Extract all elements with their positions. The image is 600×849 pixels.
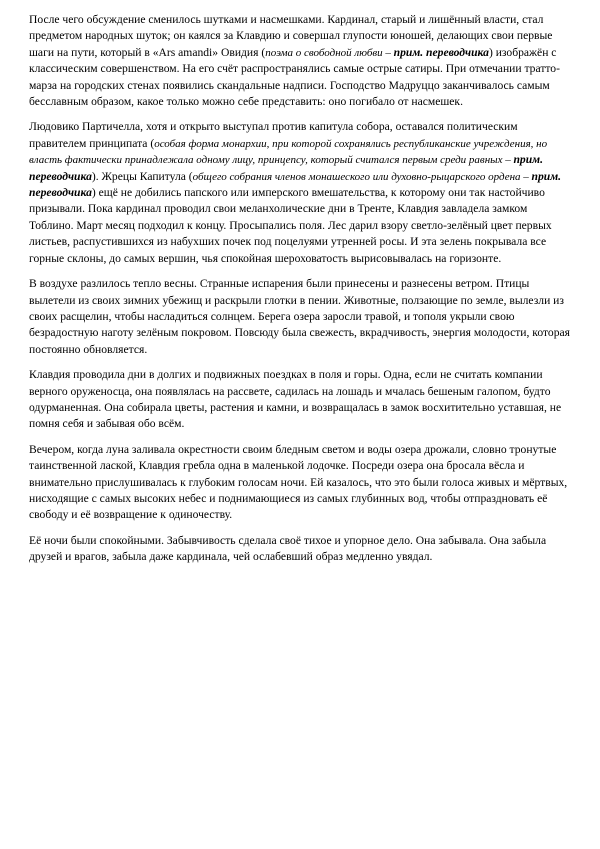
paragraph-3 xyxy=(29,276,573,358)
text-run: Её ночи были спокойными. Забывчивость сделала своё тихое и упорное дело. Она забывала. Она забыла друзей и врагов, забыла даже кардинала, чей ослабевший образ медленно увядал. xyxy=(29,533,547,564)
text-run: После чего обсуждение сменилось шутками и насмешками. Кардинал, старый и лишённый власти, стал предметом народных шуток; он каялся за Клавдию и совершал глупости юношей, делающих свои первые шаги на пути, который в «Ars amandi» Овидия ( xyxy=(29,13,553,59)
translator-note: общего собрания членов монашеского или духовно-рыцарского ордена – xyxy=(192,170,532,183)
translator-tag: прим. переводчика xyxy=(393,45,489,59)
text-run: ) изображён с классическим совершенством. На его счёт распространялись самые острые сатиры. При отмечании тратто-марза на городских стенах появились скандальные надписи. Господство Мадруццо заканчивалось самым бесславным образом, какое только можно себе представить: оно погибало от насмешек. xyxy=(29,45,560,109)
text-run: Людовико Партичелла, хотя и открыто выступал против капитула собора, оставался политическим правителем принципата ( xyxy=(29,120,518,150)
paragraph-1 xyxy=(29,12,573,110)
paragraph-4 xyxy=(29,367,573,433)
text-run: ). Жрецы Капитула ( xyxy=(91,169,193,183)
translator-tag: прим. переводчика xyxy=(29,153,544,183)
text-run: Вечером, когда луна заливала окрестности своим бледным светом и воды озера дрожали, словно тронутые таинственной лаской, Клавдия гребла одна в маленькой лодочке. Посреди озера она бросала вёсла и внимательно прислушивалась к глубоким голосам ночи. Ей казалось, что это были голоса живых и мёртвых, нисходящие с самых высоких небес и поднимающиеся из самых глубинных вод, чтобы отпраздновать её свободу и её возвращение к одиночеству. xyxy=(29,442,568,522)
paragraph-6 xyxy=(29,533,573,566)
paragraph-5 xyxy=(29,442,573,524)
text-run: В воздухе разлилось тепло весны. Странные испарения были принесены и разнесены ветром. Птицы вылетели из своих зимних убежищ и раскрыли глотки в пении. Животные, ползающие по земле, вылезли из своих расщелин, чтобы насладиться солнцем. Берега озера заросли травой, и тополя укрыли свою безрадостную наготу зелёным покровом. Повсюду была свежесть, вкрадчивость, энергия молодости, которая постоянно обновляется. xyxy=(29,277,570,356)
text-run: ) ещё не добились папского или имперского вмешательства, к которому они так настойчиво призывали. Пока кардинал проводил свои меланхолические дни в Тренте, Клавдия завладела замком Тоблино. Март месяц подходил к концу. Просыпались поля. Лес дарил взору светло-зелёный цвет первых листьев, распустившихся из набухших почек под поцелуями утренней росы. И эта зелень покрывала все горные склоны, до самых вершин, чья спокойная шероховатость вырисовывалась на горизонте. xyxy=(29,186,552,265)
translator-note: поэма о свободной любви – xyxy=(265,46,394,59)
paragraph-2 xyxy=(29,119,573,267)
document-page xyxy=(29,12,573,575)
text-run: Клавдия проводила дни в долгих и подвижных поездках в поля и горы. Одна, если не считать компании верного оруженосца, она появлялась на рассвете, садилась на лошадь и мчалась бешеным галопом, будто одурманенная. Она собирала цветы, растения и камни, и возвращалась в замок восхитительно уставшая, не помня себя и забывая обо всём. xyxy=(29,368,562,431)
translator-note: особая форма монархии, при которой сохранялись республиканские учреждения, но власть фактически принадлежала одному лицу, принцепсу, который считался первым среди равных – xyxy=(29,137,548,167)
translator-tag: прим. переводчика xyxy=(29,169,562,200)
